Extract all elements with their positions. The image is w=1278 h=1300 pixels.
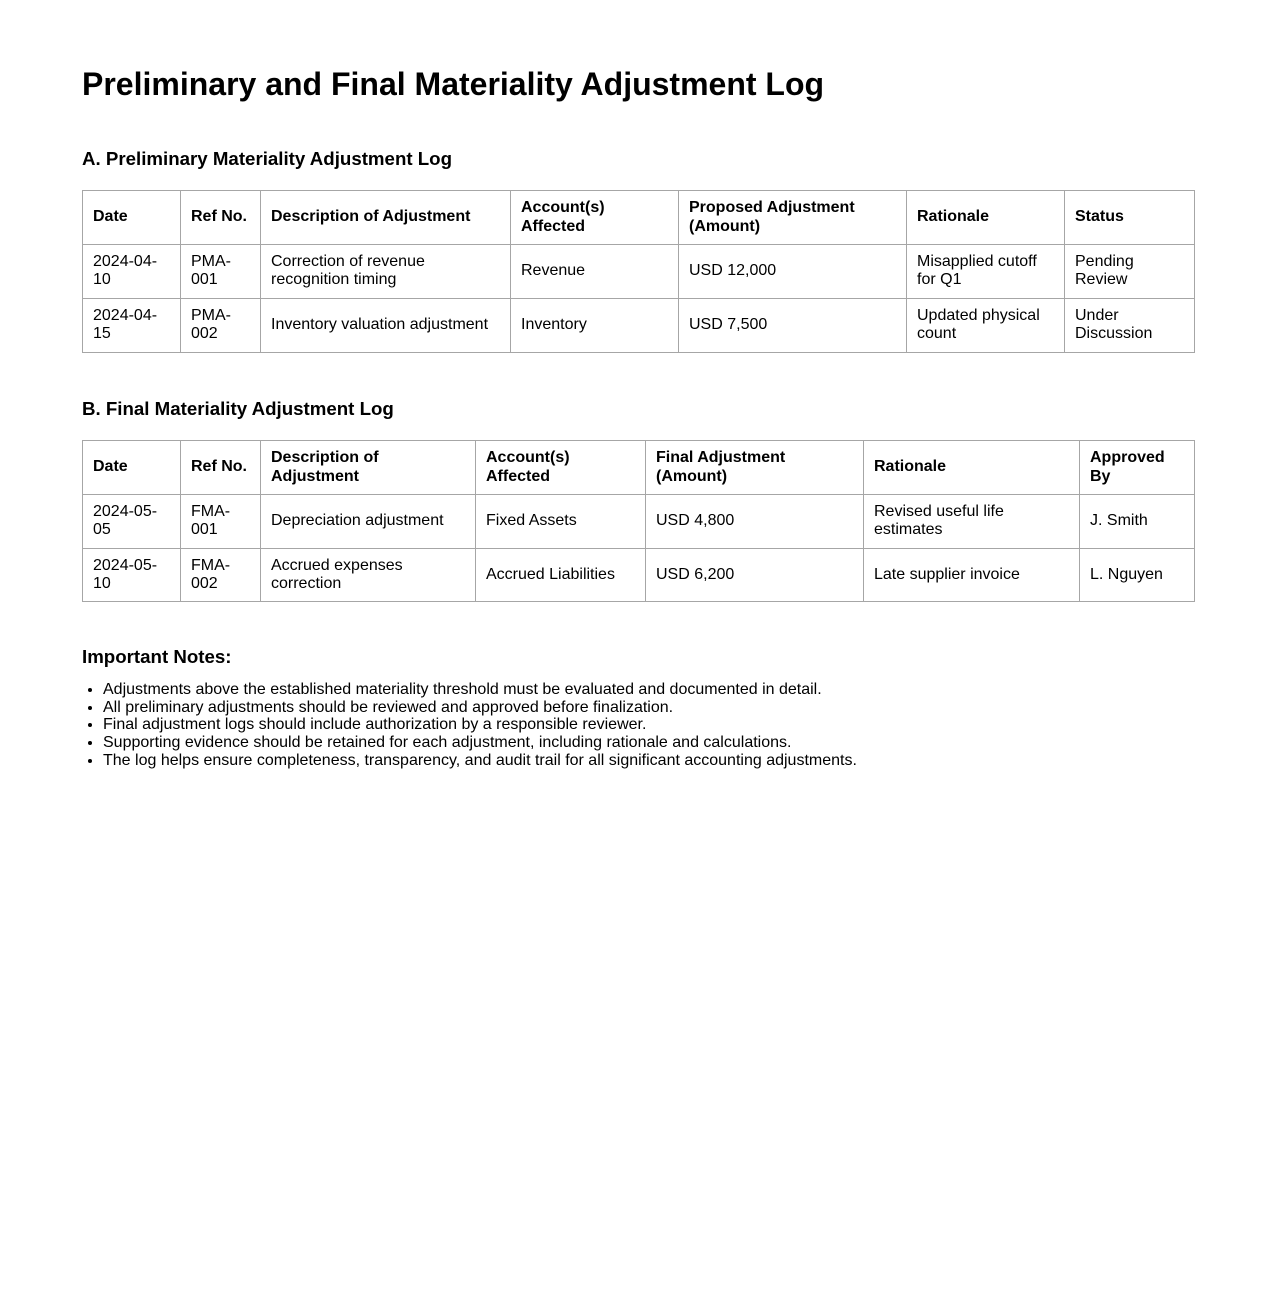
table-b-cell-description: Accrued expenses correction [261,548,476,602]
section-b-heading: B. Final Materiality Adjustment Log [82,397,394,419]
table-a-cell-status: Pending Review [1065,245,1195,299]
table-a-cell-ref-no: PMA-001 [181,245,261,299]
table-a-cell-ref-no: PMA-002 [181,298,261,352]
table-b-cell-date: 2024-05-10 [83,548,181,602]
table-a-header-accounts-affected: Account(s) Affected [511,191,679,245]
table-b-cell-rationale: Late supplier invoice [864,548,1080,602]
final-adjustment-table [82,440,1195,602]
page-title: Preliminary and Final Materiality Adjustment Log [82,66,825,102]
table-a-cell-rationale: Misapplied cutoff for Q1 [907,245,1065,299]
table-a-cell-date: 2024-04-10 [83,245,181,299]
table-a-header-ref-no: Ref No. [181,191,261,245]
table-b-cell-description: Depreciation adjustment [261,494,476,548]
table-b-header-date: Date [83,441,181,495]
table-b-cell-approved-by: J. Smith [1080,494,1195,548]
table-b-cell-date: 2024-05-05 [83,494,181,548]
table-a-cell-accounts-affected: Revenue [511,245,679,299]
table-a-header-proposed-adjustment: Proposed Adjustment (Amount) [679,191,907,245]
table-a-header-description: Description of Adjustment [261,191,511,245]
list-item: • Adjustments above the established materiality threshold must be evaluated and documented in detail. [103,681,1194,699]
table-a-header-status: Status [1065,191,1195,245]
table-b-cell-ref-no: FMA-001 [181,494,261,548]
notes-list [82,681,1194,770]
table-b-cell-accounts-affected: Accrued Liabilities [476,548,646,602]
table-b-cell-ref-no: FMA-002 [181,548,261,602]
table-header-row [83,191,1195,245]
list-item: • All preliminary adjustments should be reviewed and approved before finalization. [103,699,1194,717]
table-b-cell-approved-by: L. Nguyen [1080,548,1195,602]
table-a-cell-description: Inventory valuation adjustment [261,298,511,352]
table-a-cell-description: Correction of revenue recognition timing [261,245,511,299]
table-a-cell-status: Under Discussion [1065,298,1195,352]
table-a-cell-rationale: Updated physical count [907,298,1065,352]
table-b-header-rationale: Rationale [864,441,1080,495]
notes-heading: Important Notes: [82,646,232,668]
list-item: • Supporting evidence should be retained for each adjustment, including rationale and calculations. [103,734,1194,752]
table-b-cell-final-adjustment: USD 4,800 [646,494,864,548]
table-a-header-rationale: Rationale [907,191,1065,245]
table-header-row [83,441,1195,495]
table-b-header-ref-no: Ref No. [181,441,261,495]
document-page [82,0,1194,770]
list-item: • The log helps ensure completeness, transparency, and audit trail for all significant accounting adjustments. [103,752,1194,770]
table-a-cell-proposed-adjustment: USD 7,500 [679,298,907,352]
table-b-header-approved-by: Approved By [1080,441,1195,495]
table-row [83,494,1195,548]
table-b-header-accounts-affected: Account(s) Affected [476,441,646,495]
table-b-header-description: Description of Adjustment [261,441,476,495]
table-a-cell-accounts-affected: Inventory [511,298,679,352]
table-b-cell-accounts-affected: Fixed Assets [476,494,646,548]
table-b-cell-final-adjustment: USD 6,200 [646,548,864,602]
table-row [83,298,1195,352]
table-a-cell-proposed-adjustment: USD 12,000 [679,245,907,299]
list-item: • Final adjustment logs should include authorization by a responsible reviewer. [103,716,1194,734]
table-row [83,548,1195,602]
table-row [83,245,1195,299]
table-a-cell-date: 2024-04-15 [83,298,181,352]
table-b-header-final-adjustment: Final Adjustment (Amount) [646,441,864,495]
section-a-heading: A. Preliminary Materiality Adjustment Log [82,147,453,169]
preliminary-adjustment-table [82,190,1195,352]
table-a-header-date: Date [83,191,181,245]
table-b-cell-rationale: Revised useful life estimates [864,494,1080,548]
